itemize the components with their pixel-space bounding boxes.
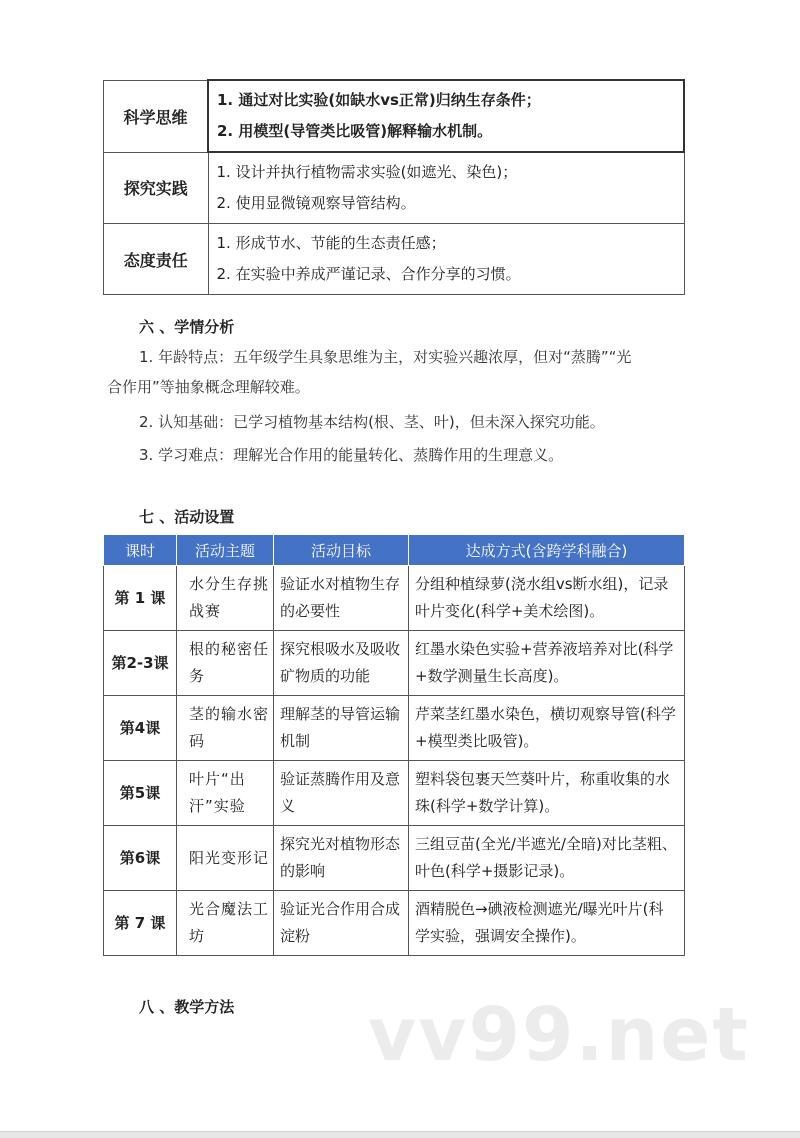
objective-content — [208, 80, 684, 152]
theme-cell: 茎的输水密码 — [177, 696, 274, 761]
table-row — [104, 566, 685, 631]
objective-label: 科学思维 — [104, 80, 209, 152]
section-6-paragraph-2: 2. 认知基础：已学习植物基本结构(根、茎、叶)，但未深入探究功能。 — [139, 413, 605, 431]
watermark: vv99.net — [368, 992, 750, 1078]
objective-content — [208, 224, 684, 295]
column-header: 活动主题 — [177, 535, 274, 566]
column-header: 课时 — [104, 535, 177, 566]
table-row — [104, 826, 685, 891]
lesson-cell: 第6课 — [104, 826, 177, 891]
method-cell: 塑料袋包裹天竺葵叶片，称重收集的水珠(科学+数学计算)。 — [409, 761, 685, 826]
table-row — [104, 891, 685, 956]
lesson-cell: 第 1 课 — [104, 566, 177, 631]
objective-line: 1. 设计并执行植物需求实验(如遮光、染色)； — [216, 163, 518, 181]
paragraph-line: 1. 年龄特点：五年级学生具象思维为主，对实验兴趣浓厚，但对“蒸腾”“光 — [139, 348, 632, 366]
section-6-paragraph-1 — [107, 342, 694, 402]
theme-cell: 阳光变形记 — [177, 826, 274, 891]
objective-line: 1. 通过对比实验(如缺水vs正常)归纳生存条件； — [217, 91, 541, 109]
activities-table — [103, 534, 685, 956]
objectives-table — [103, 79, 685, 295]
goal-cell: 验证蒸腾作用及意义 — [274, 761, 409, 826]
lesson-cell: 第2-3课 — [104, 631, 177, 696]
method-cell: 分组种植绿萝(浇水组vs断水组)，记录叶片变化(科学+美术绘图)。 — [409, 566, 685, 631]
theme-cell: 根的秘密任务 — [177, 631, 274, 696]
objective-line: 1. 形成节水、节能的生态责任感； — [216, 234, 446, 252]
method-cell: 三组豆苗(全光/半遮光/全暗)对比茎粗、叶色(科学+摄影记录)。 — [409, 826, 685, 891]
objective-row — [104, 80, 685, 152]
goal-cell: 验证光合作用合成淀粉 — [274, 891, 409, 956]
table-row — [104, 761, 685, 826]
objective-label: 态度责任 — [104, 224, 209, 295]
lesson-cell: 第5课 — [104, 761, 177, 826]
objective-row — [104, 224, 685, 295]
column-header: 达成方式(含跨学科融合) — [409, 535, 685, 566]
objective-content — [208, 152, 684, 224]
method-cell: 酒精脱色→碘液检测遮光/曝光叶片(科学实验，强调安全操作)。 — [409, 891, 685, 956]
theme-cell: 叶片“出汗”实验 — [177, 761, 274, 826]
section-6-heading: 六 、学情分析 — [139, 318, 235, 336]
objective-line: 2. 用模型(导管类比吸管)解释输水机制。 — [217, 122, 493, 140]
objective-line: 2. 在实验中养成严谨记录、合作分享的习惯。 — [216, 265, 521, 283]
section-8-heading: 八 、教学方法 — [139, 998, 235, 1016]
section-7-heading: 七 、活动设置 — [139, 508, 235, 526]
theme-cell: 光合魔法工坊 — [177, 891, 274, 956]
lesson-cell: 第 7 课 — [104, 891, 177, 956]
section-6-paragraph-3: 3. 学习难点：理解光合作用的能量转化、蒸腾作用的生理意义。 — [139, 446, 564, 464]
goal-cell: 验证水对植物生存的必要性 — [274, 566, 409, 631]
table-header-row — [104, 535, 685, 566]
theme-cell: 水分生存挑战赛 — [177, 566, 274, 631]
lesson-cell: 第4课 — [104, 696, 177, 761]
paragraph-line: 合作用”等抽象概念理解较难。 — [107, 378, 310, 396]
goal-cell: 理解茎的导管运输机制 — [274, 696, 409, 761]
goal-cell: 探究光对植物形态的影响 — [274, 826, 409, 891]
objective-row — [104, 152, 685, 224]
method-cell: 芹菜茎红墨水染色，横切观察导管(科学+模型类比吸管)。 — [409, 696, 685, 761]
goal-cell: 探究根吸水及吸收矿物质的功能 — [274, 631, 409, 696]
column-header: 活动目标 — [274, 535, 409, 566]
table-row — [104, 631, 685, 696]
method-cell: 红墨水染色实验+营养液培养对比(科学+数学测量生长高度)。 — [409, 631, 685, 696]
table-row — [104, 696, 685, 761]
objective-line: 2. 使用显微镜观察导管结构。 — [216, 194, 416, 212]
objective-label: 探究实践 — [104, 152, 209, 224]
